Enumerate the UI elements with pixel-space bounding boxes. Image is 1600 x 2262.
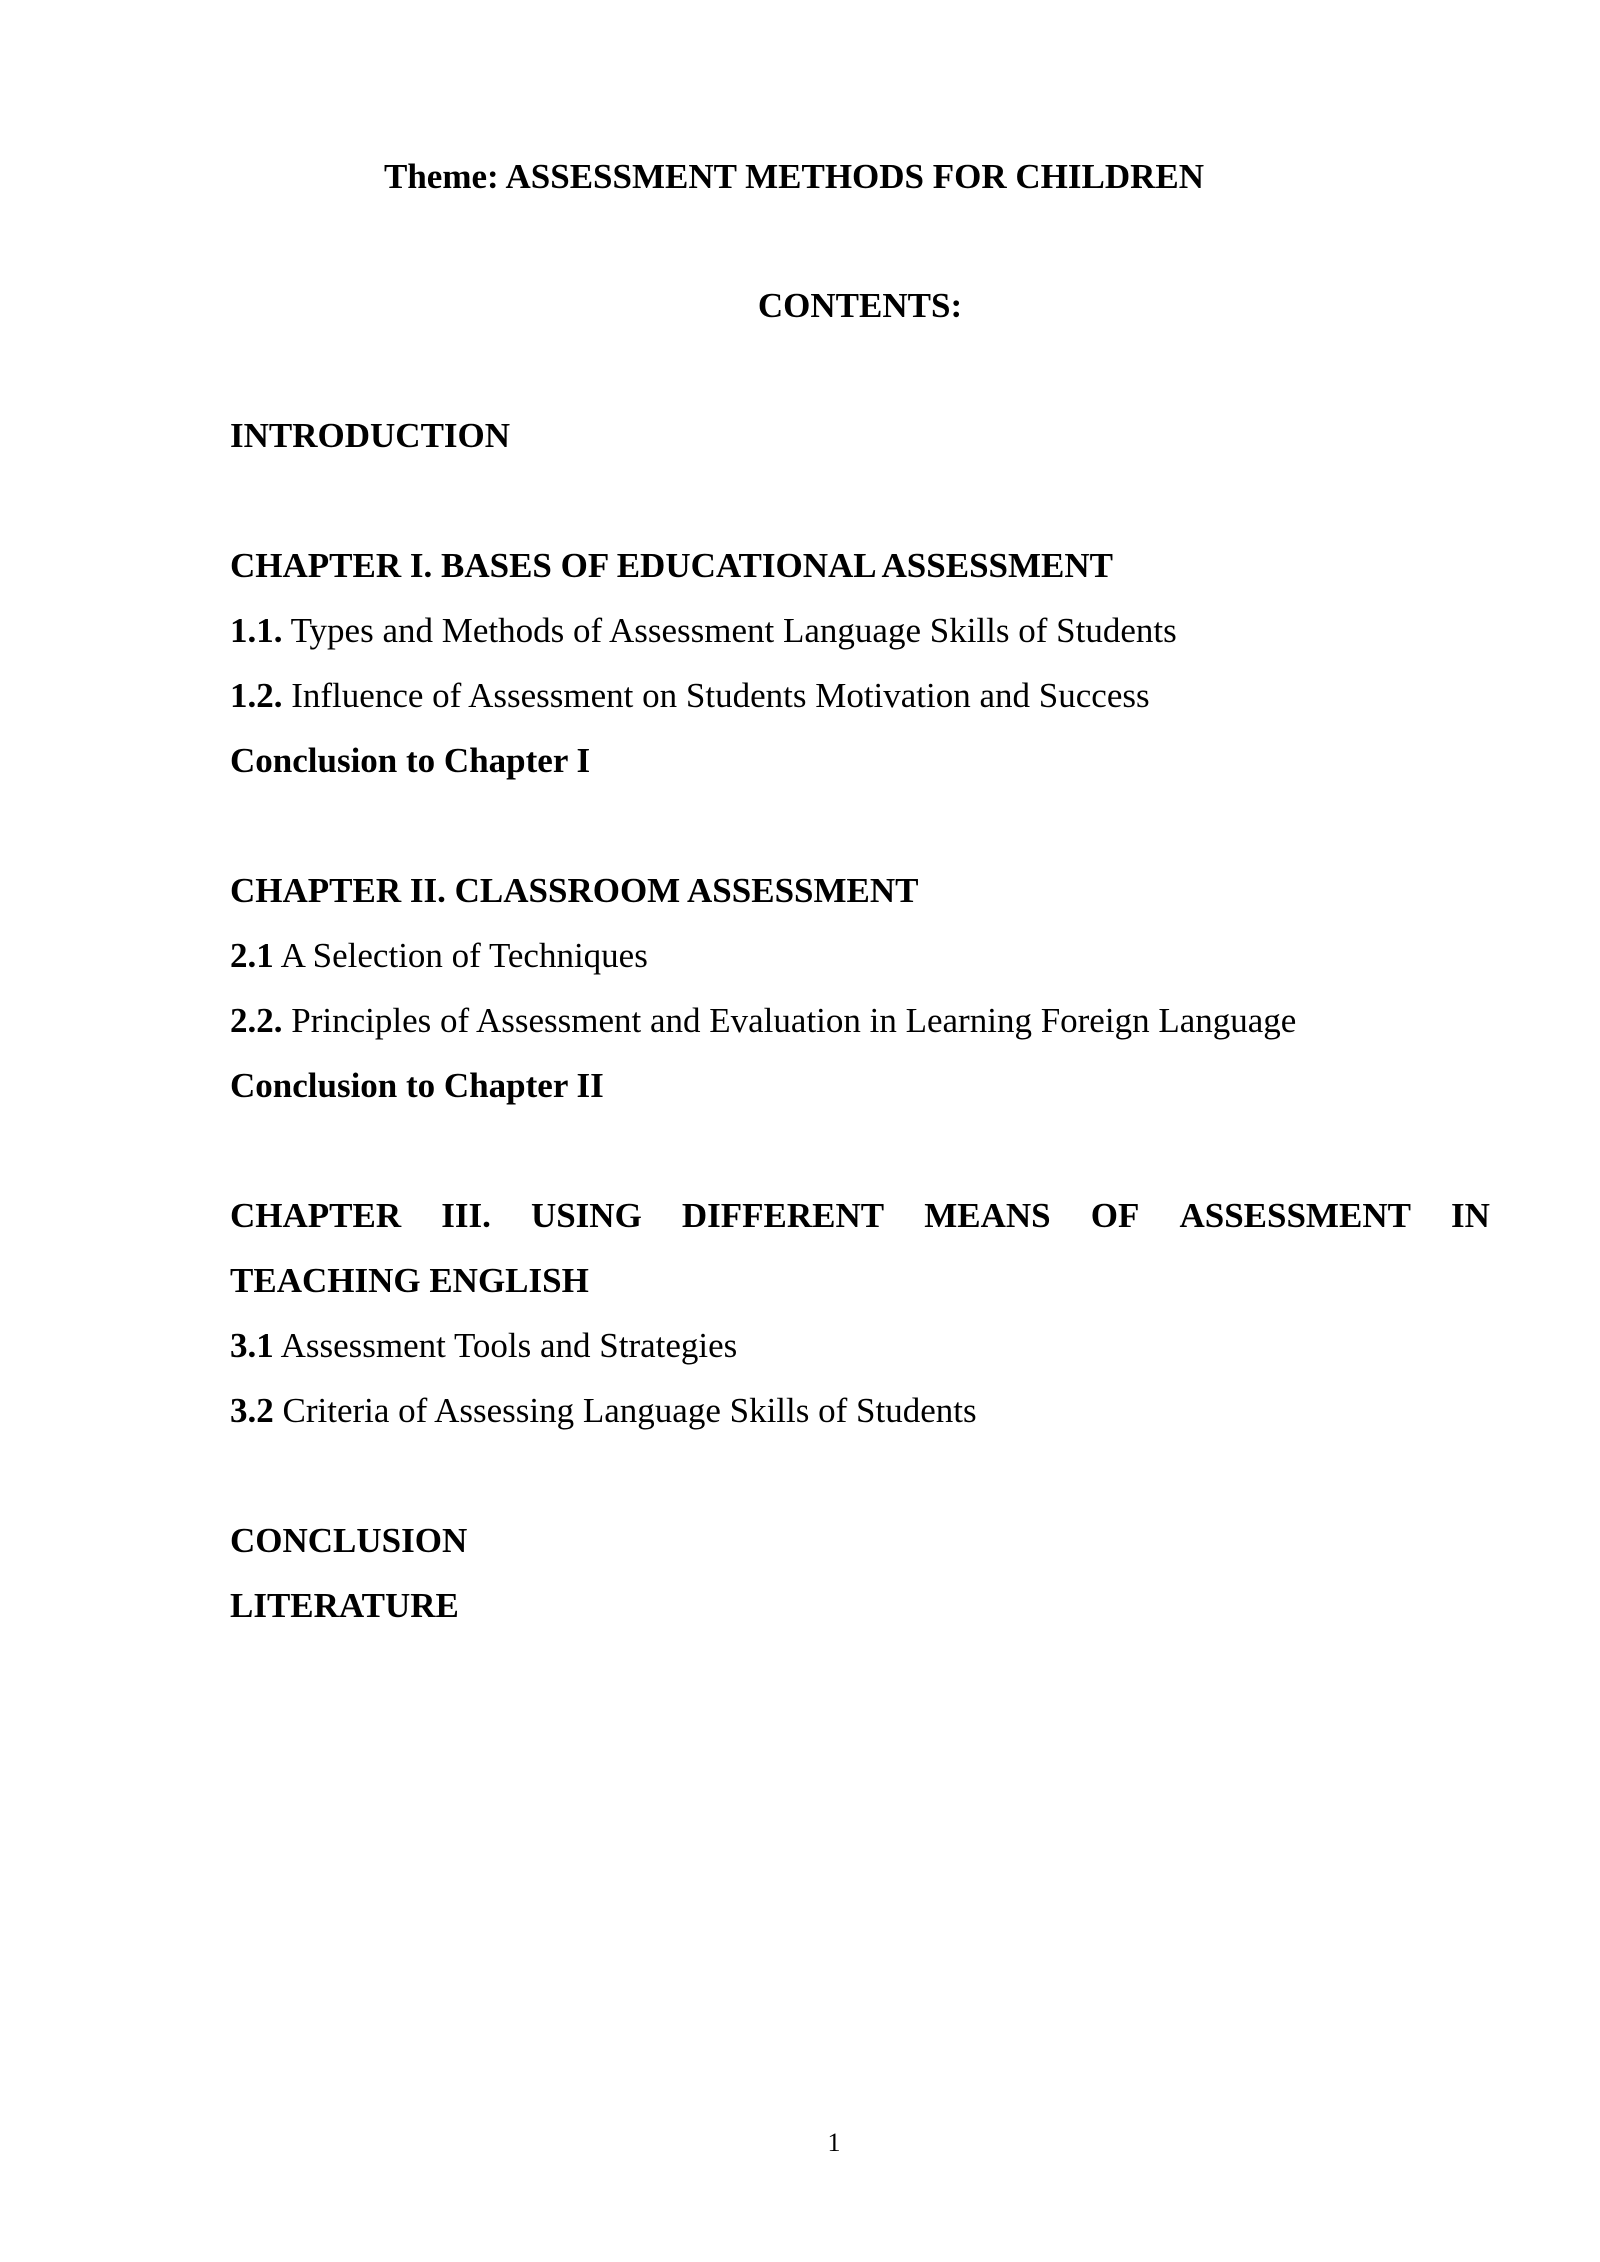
toc-chapter-1-title: CHAPTER I. BASES OF EDUCATIONAL ASSESSMENT <box>230 546 1113 585</box>
toc-item-number: 3.1 <box>230 1326 274 1365</box>
chapter-3-title-word: ASSESSMENT <box>1179 1196 1411 1235</box>
page-number: 1 <box>827 2128 841 2157</box>
toc-item-number: 2.1 <box>230 936 274 975</box>
toc-literature: LITERATURE <box>230 1586 459 1625</box>
toc-conclusion: CONCLUSION <box>230 1521 468 1560</box>
toc-chapter-3-title-line1 <box>230 1193 1490 1239</box>
toc-item-text: Assessment Tools and Strategies <box>280 1326 738 1365</box>
toc-item-3-2 <box>230 1388 1490 1434</box>
chapter-3-title-word: CHAPTER <box>230 1196 402 1235</box>
toc-chapter-2-conclusion: Conclusion to Chapter II <box>230 1066 604 1105</box>
toc-item-number: 1.2. <box>230 676 283 715</box>
theme-line <box>0 154 1594 200</box>
toc-item-2-2 <box>230 998 1490 1044</box>
toc-chapter-2-title: CHAPTER II. CLASSROOM ASSESSMENT <box>230 871 919 910</box>
toc-item-1-2 <box>230 673 1490 719</box>
toc-introduction: INTRODUCTION <box>230 416 511 455</box>
toc-item-text: Influence of Assessment on Students Motivation and Success <box>291 676 1150 715</box>
toc-item-1-1 <box>230 608 1490 654</box>
chapter-3-title-word: DIFFERENT <box>681 1196 885 1235</box>
toc-item-2-1 <box>230 933 1490 979</box>
toc-chapter-3-title-line2: TEACHING ENGLISH <box>230 1261 589 1300</box>
theme-title: ASSESSMENT METHODS FOR CHILDREN <box>505 157 1205 196</box>
toc-item-text: Types and Methods of Assessment Language Skills of Students <box>290 611 1177 650</box>
toc-item-text: A Selection of Techniques <box>280 936 648 975</box>
toc-item-number: 3.2 <box>230 1391 274 1430</box>
toc-item-number: 1.1. <box>230 611 283 650</box>
toc-item-text: Criteria of Assessing Language Skills of Students <box>282 1391 977 1430</box>
contents-heading: CONTENTS: <box>757 286 963 325</box>
toc-item-text: Principles of Assessment and Evaluation in Learning Foreign Language <box>291 1001 1297 1040</box>
toc-chapter-1-conclusion: Conclusion to Chapter I <box>230 741 591 780</box>
theme-label: Theme: <box>383 157 499 196</box>
chapter-3-title-word: III. <box>441 1196 491 1235</box>
toc-item-number: 2.2. <box>230 1001 283 1040</box>
chapter-3-title-word: OF <box>1090 1196 1140 1235</box>
toc-item-3-1 <box>230 1323 1490 1369</box>
chapter-3-title-word: MEANS <box>924 1196 1051 1235</box>
chapter-3-title-word: IN <box>1451 1196 1490 1235</box>
chapter-3-title-word: USING <box>530 1196 642 1235</box>
